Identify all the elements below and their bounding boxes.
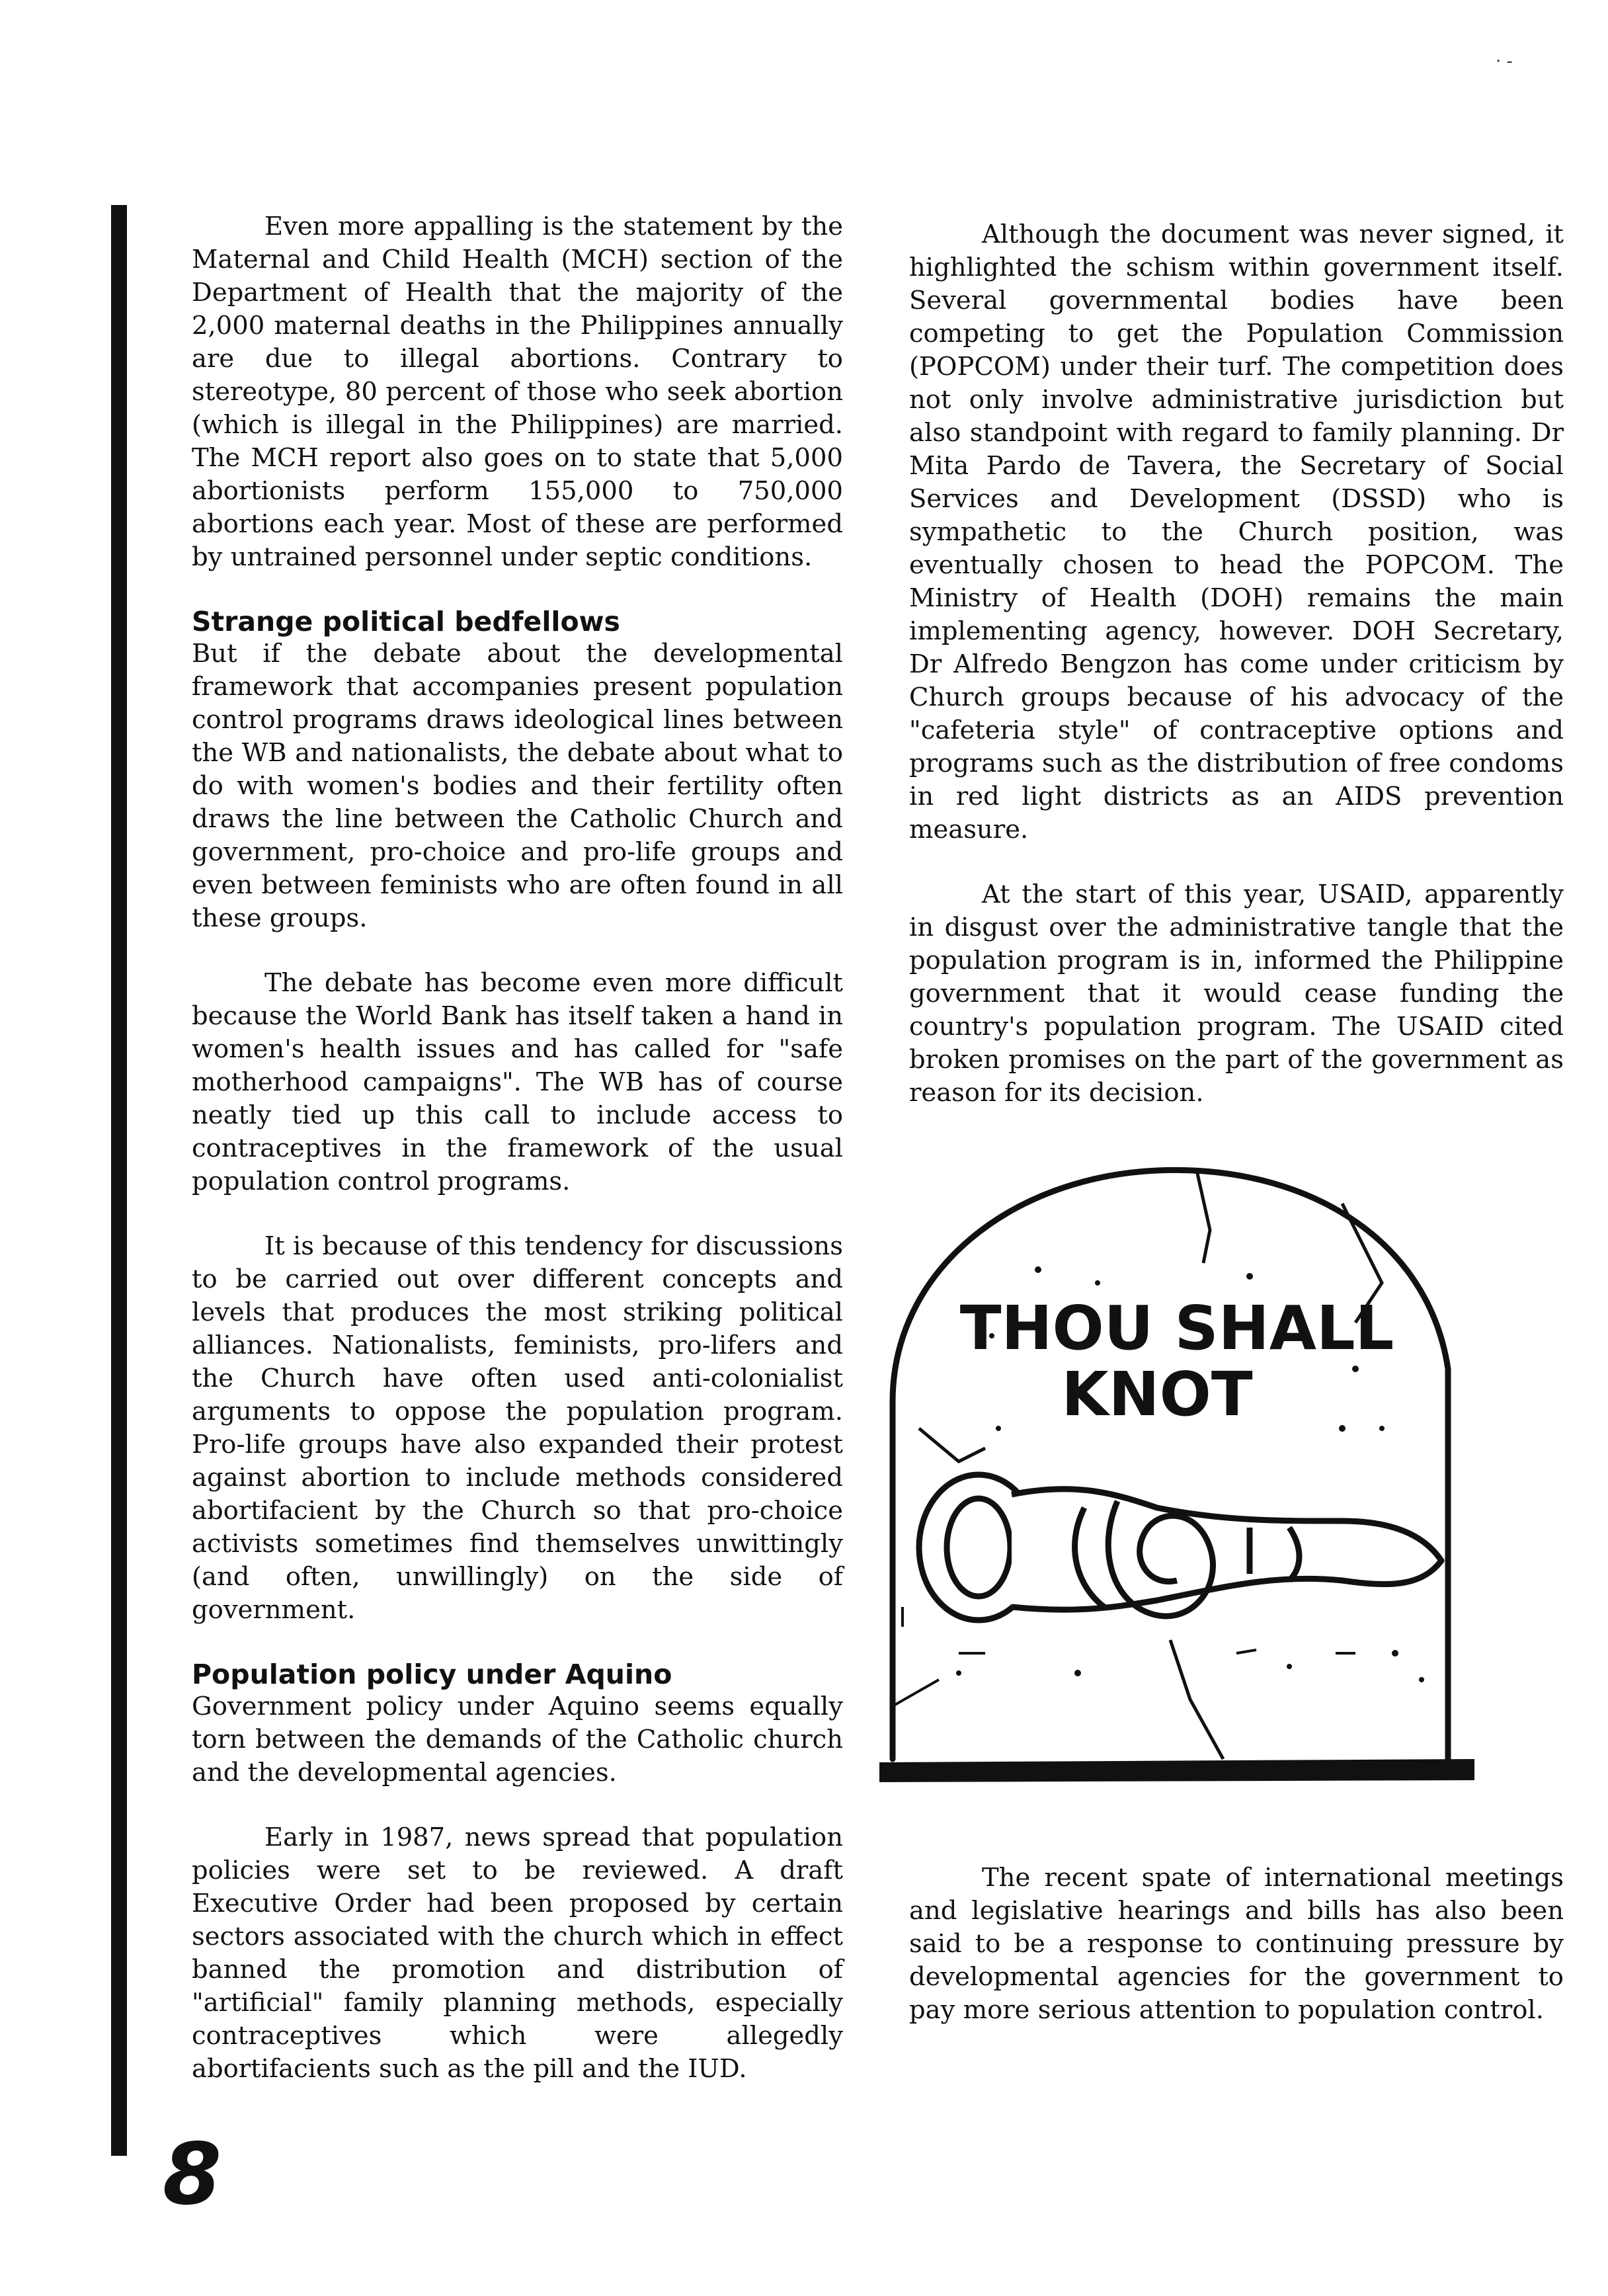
right-column-bottom — [909, 1862, 1564, 2059]
left-paragraph-4: It is because of this tendency for discussions to be carried out over different concepts and levels that produces the most striking political alliances. Nationalists, feminists, pro-lifers and the Church have often used anti-colonialist arguments to oppose the population program. Pro-life groups have also expanded their protest against abortion to include methods considered abortifacient by the Church so that pro-choice activists sometimes find themselves unwittingly (and often, unwillingly) on the side of government. — [192, 1231, 843, 1625]
tombstone-illustration — [879, 1151, 1474, 1785]
scan-speck: · - — [1496, 52, 1513, 71]
right-paragraph-3: The recent spate of international meetings and legislative hearings and bills has also been said to be a response to continuing pressure by developmental agencies for the government to pay more serious attention to population control. — [909, 1863, 1564, 2025]
page-number: 8 — [163, 2125, 222, 2224]
cartoon-caption-line-1: THOU SHALL — [959, 1293, 1394, 1364]
section-heading-population-policy: Population policy under Aquino — [192, 1659, 672, 1690]
ground-strip — [879, 1759, 1474, 1782]
tombstone-outline — [893, 1170, 1448, 1759]
left-paragraph-2: But if the debate about the developmental framework that accompanies present population control programs draws ideological lines between the WB and nationalists, the debate about what to do with women's bodies and their fertility often draws the line between the Catholic Church and government, pro-choice and pro-life groups and even between feminists who are often found in all these groups. — [192, 639, 843, 933]
tombstone-cartoon — [879, 1151, 1474, 1785]
crack-left — [919, 1428, 985, 1461]
right-paragraph-1: Although the document was never signed, it highlighted the schism within government itself. Several governmental bodies have been competing to get the Population Commission (POPCOM) under their turf. The competition does not only involve administrative jurisdiction but also standpoint with regard to family planning. Dr Mita Pardo de Tavera, the Secretary of Social Services and Development (DSSD) who is sympathetic to the Church position, was eventually chosen to head the POPCOM. The Ministry of Health (DOH) remains the main implementing agency, however. DOH Secretary, Dr Alfredo Bengzon has come under criticism by Church groups because of his advocacy of the "cafeteria style" of contraceptive options and programs such as the distribution of free condoms in red light districts as an AIDS prevention measure. — [909, 220, 1564, 844]
left-paragraph-5: Government policy under Aquino seems equally torn between the demands of the Catholic church and the developmental agencies. — [192, 1692, 843, 1787]
left-paragraph-6: Early in 1987, news spread that population policies were set to be reviewed. A draft Executive Order had been proposed by certain sectors associated with the church which in effect banned the promotion and distribution of "artificial" family planning methods, especially contraceptives which were allegedly abortifacients such as the pill and the IUD. — [192, 1823, 843, 2084]
section-heading-strange-political-bedfellows: Strange political bedfellows — [192, 606, 620, 637]
crack-bottom — [1170, 1640, 1223, 1759]
left-paragraph-1: Even more appalling is the statement by the Maternal and Child Health (MCH) section of the Department of Health that the majority of the 2,000 maternal deaths in the Philippines annually are due to illegal abortions. Contrary to stereotype, 80 percent of those who seek abortion (which is illegal in the Philippines) are married. The MCH report also goes on to state that 5,000 abortionists perform 155,000 to 750,000 abortions each year. Most of these are performed by untrained personnel under septic conditions. — [192, 212, 843, 572]
left-margin-rule — [111, 205, 127, 2156]
cartoon-caption-line-2: KNOT — [1061, 1359, 1253, 1430]
knotted-condom-drawing — [919, 1475, 1441, 1620]
crack-lower-left — [893, 1680, 939, 1706]
right-column — [909, 218, 1564, 1141]
left-paragraph-3: The debate has become even more difficult because the World Bank has itself taken a hand in women's health issues and has called for "safe motherhood campaigns". The WB has of course neatly tied up this call to include access to contraceptives in the framework of the usual population control programs. — [192, 968, 843, 1196]
crack-top — [1197, 1170, 1210, 1263]
right-paragraph-2: At the start of this year, USAID, apparently in disgust over the administrative tangle that the population program is in, informed the Philippine government that it would cease funding the country's population program. The USAID cited broken promises on the part of the government as reason for its decision. — [909, 880, 1564, 1108]
left-column — [192, 210, 843, 2117]
